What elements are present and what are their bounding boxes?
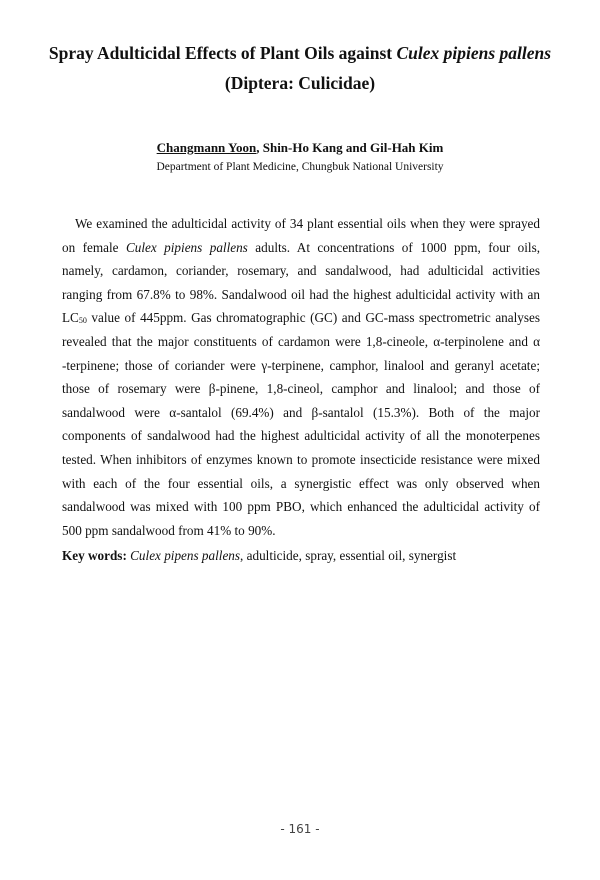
- abstract-line: those of rosemary were β-pinene, 1,8-cineol, camphor and linalool; and those of: [62, 381, 540, 397]
- abstract-line: [62, 236, 540, 260]
- abstract-line: [62, 306, 540, 330]
- title-species-name: Culex pipiens pallens: [396, 43, 552, 63]
- first-author: Changmann Yoon: [156, 140, 257, 155]
- abstract-line: with each of the four essential oils, a synergistic effect was only observed when: [62, 475, 540, 491]
- abstract-line: tested. When inhibitors of enzymes known to promote insecticide resistance were mixed: [62, 451, 540, 467]
- author-list: [40, 139, 560, 157]
- abstract-species-name: Culex pipiens pallens: [125, 239, 248, 255]
- keywords-label: Key words:: [62, 548, 127, 563]
- paper-title: [40, 38, 560, 98]
- title-line-2: (Diptera: Culicidae): [224, 73, 376, 93]
- abstract-line: ranging from 67.8% to 98%. Sandalwood oil had the highest adulticidal activity with an: [62, 286, 540, 302]
- abstract-text: on female: [62, 239, 126, 255]
- keywords: [62, 545, 540, 567]
- abstract-text: value of 445ppm. Gas chromatographic (GC) and GC-mass spectrometric analyses: [86, 310, 540, 326]
- abstract-line: sandalwood were α-santalol (69.4%) and β-santalol (15.3%). Both of the major: [62, 404, 540, 420]
- affiliation: Department of Plant Medicine, Chungbuk National University: [156, 161, 444, 173]
- abstract-body: [62, 212, 540, 542]
- abstract-line: sandalwood was mixed with 100 ppm PBO, which enhanced the adulticidal activity of: [62, 499, 540, 515]
- keywords-species: Culex pipens pallens: [130, 548, 241, 563]
- other-authors: , Shin-Ho Kang and Gil-Hah Kim: [256, 140, 444, 155]
- abstract-line: revealed that the major constituents of cardamon were 1,8-cineole, α-terpinolene and α: [62, 333, 540, 349]
- abstract-text: adults. At concentrations of 1000 ppm, four oils,: [247, 239, 541, 255]
- keywords-list: , adulticide, spray, essential oil, synergist: [240, 548, 457, 563]
- lc50-subscript: 50: [78, 316, 87, 326]
- page-number: - 161 -: [280, 822, 320, 836]
- abstract-line: -terpinene; those of coriander were γ-terpinene, camphor, linalool and geranyl acetate;: [62, 357, 540, 373]
- abstract-line: 500 ppm sandalwood from 41% to 90%.: [62, 522, 276, 538]
- title-main-text: Spray Adulticidal Effects of Plant Oils against: [48, 43, 397, 63]
- abstract-line: We examined the adulticidal activity of 34 plant essential oils when they were sprayed: [75, 216, 540, 231]
- abstract-line: namely, cardamon, coriander, rosemary, and sandalwood, had adulticidal activities: [62, 263, 540, 279]
- abstract-line: components of sandalwood had the highest adulticidal activity of all the monoterpenes: [62, 428, 540, 444]
- abstract-text: LC: [62, 310, 79, 326]
- title-line-1: [40, 38, 560, 68]
